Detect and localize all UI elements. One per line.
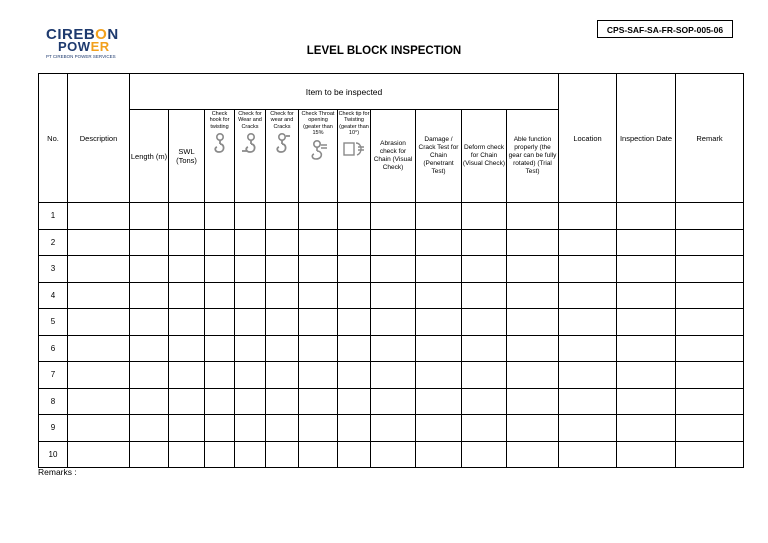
table-cell[interactable] — [68, 256, 130, 283]
table-cell[interactable] — [169, 441, 205, 468]
table-cell[interactable] — [462, 256, 507, 283]
header-length: Length (m) — [130, 110, 169, 203]
table-cell[interactable] — [507, 388, 559, 415]
table-cell[interactable] — [299, 256, 338, 283]
header-abrasion: Abrasion check for Chain (Visual Check) — [371, 110, 416, 203]
table-cell[interactable] — [617, 362, 676, 389]
table-cell[interactable] — [266, 229, 299, 256]
header-able-function: Able function properly (the gear can be fully rotated) (Trial Test) — [507, 110, 559, 203]
header-check-wear-cracks-2-label: Check for wear and Cracks — [270, 111, 294, 130]
table-cell[interactable] — [169, 282, 205, 309]
table-cell[interactable] — [205, 441, 235, 468]
table-cell[interactable] — [559, 282, 617, 309]
header-deform: Deform check for Chain (Visual Check) — [462, 110, 507, 203]
table-cell[interactable] — [68, 203, 130, 230]
table-cell[interactable] — [676, 282, 744, 309]
table-cell[interactable] — [559, 362, 617, 389]
table-cell[interactable] — [169, 415, 205, 442]
table-cell[interactable] — [299, 388, 338, 415]
table-cell[interactable] — [559, 415, 617, 442]
table-cell[interactable] — [371, 388, 416, 415]
table-cell[interactable] — [559, 203, 617, 230]
table-cell[interactable] — [68, 362, 130, 389]
header-check-wear-cracks-1 — [235, 110, 266, 203]
header-description: Description — [68, 74, 130, 203]
table-cell[interactable] — [169, 335, 205, 362]
table-cell[interactable] — [338, 335, 371, 362]
table-cell[interactable] — [559, 309, 617, 336]
table-cell[interactable] — [299, 335, 338, 362]
table-cell[interactable] — [462, 415, 507, 442]
table-cell[interactable] — [462, 309, 507, 336]
table-cell[interactable] — [169, 229, 205, 256]
table-cell[interactable] — [266, 441, 299, 468]
table-cell[interactable] — [462, 203, 507, 230]
table-row — [39, 309, 744, 336]
table-cell[interactable] — [130, 441, 169, 468]
table-cell[interactable] — [235, 415, 266, 442]
logo-wordmark-bottom: POWER — [58, 39, 110, 54]
header-location: Location — [559, 74, 617, 203]
hook-icon — [272, 132, 292, 154]
header-no: No. — [39, 74, 68, 203]
row-number: 10 — [39, 441, 68, 468]
table-cell[interactable] — [130, 415, 169, 442]
inspection-table — [38, 73, 744, 468]
table-cell[interactable] — [266, 415, 299, 442]
table-cell[interactable] — [205, 388, 235, 415]
row-number: 4 — [39, 282, 68, 309]
table-cell[interactable] — [617, 282, 676, 309]
table-cell[interactable] — [462, 441, 507, 468]
table-cell[interactable] — [507, 335, 559, 362]
table-cell[interactable] — [68, 441, 130, 468]
table-cell[interactable] — [371, 441, 416, 468]
table-cell[interactable] — [338, 256, 371, 283]
table-cell[interactable] — [235, 441, 266, 468]
table-cell[interactable] — [371, 415, 416, 442]
header-check-tip-label: Check tip for Twisting (geater than 10°) — [338, 111, 370, 137]
table-cell[interactable] — [416, 335, 462, 362]
table-cell[interactable] — [169, 256, 205, 283]
table-row — [39, 282, 744, 309]
table-cell[interactable] — [130, 335, 169, 362]
header-item-group: Item to be inspected — [130, 74, 559, 110]
table-cell[interactable] — [299, 362, 338, 389]
table-cell[interactable] — [68, 229, 130, 256]
logo-wordmark-top: CIREBON — [46, 26, 119, 43]
table-cell[interactable] — [235, 362, 266, 389]
table-cell[interactable] — [299, 282, 338, 309]
header-check-throat — [299, 110, 338, 203]
header-swl: SWL (Tons) — [169, 110, 205, 203]
table-row — [39, 415, 744, 442]
table-cell[interactable] — [371, 282, 416, 309]
table-cell[interactable] — [299, 415, 338, 442]
table-cell[interactable] — [169, 388, 205, 415]
table-cell[interactable] — [299, 229, 338, 256]
header-check-twisting — [205, 110, 235, 203]
table-cell[interactable] — [130, 203, 169, 230]
table-cell[interactable] — [68, 415, 130, 442]
table-cell[interactable] — [559, 229, 617, 256]
table-cell[interactable] — [235, 229, 266, 256]
table-cell[interactable] — [266, 309, 299, 336]
row-number: 7 — [39, 362, 68, 389]
table-cell[interactable] — [68, 388, 130, 415]
table-cell[interactable] — [235, 309, 266, 336]
table-cell[interactable] — [371, 229, 416, 256]
table-cell[interactable] — [338, 441, 371, 468]
table-cell[interactable] — [559, 256, 617, 283]
page-title: LEVEL BLOCK INSPECTION — [306, 45, 462, 57]
table-cell[interactable] — [205, 282, 235, 309]
table-cell[interactable] — [462, 229, 507, 256]
table-cell[interactable] — [676, 335, 744, 362]
table-cell[interactable] — [130, 256, 169, 283]
table-body — [39, 203, 744, 468]
row-number: 8 — [39, 388, 68, 415]
table-row — [39, 362, 744, 389]
table-cell[interactable] — [338, 203, 371, 230]
table-cell[interactable] — [416, 256, 462, 283]
table-row — [39, 335, 744, 362]
table-cell[interactable] — [169, 362, 205, 389]
table-cell[interactable] — [507, 229, 559, 256]
table-cell[interactable] — [205, 415, 235, 442]
table-cell[interactable] — [416, 282, 462, 309]
table-cell[interactable] — [130, 229, 169, 256]
table-cell[interactable] — [416, 388, 462, 415]
table-cell[interactable] — [235, 388, 266, 415]
table-cell[interactable] — [507, 256, 559, 283]
table-cell[interactable] — [617, 309, 676, 336]
table-cell[interactable] — [266, 203, 299, 230]
table-cell[interactable] — [676, 309, 744, 336]
table-row — [39, 256, 744, 283]
document-code: CPS-SAF-SA-FR-SOP-005-06 — [597, 20, 733, 38]
table-cell[interactable] — [130, 309, 169, 336]
table-cell[interactable] — [617, 203, 676, 230]
table-cell[interactable] — [462, 335, 507, 362]
table-cell[interactable] — [507, 309, 559, 336]
table-cell[interactable] — [676, 229, 744, 256]
table-cell[interactable] — [299, 203, 338, 230]
table-cell[interactable] — [299, 309, 338, 336]
table-cell[interactable] — [416, 229, 462, 256]
table-cell[interactable] — [68, 282, 130, 309]
table-cell[interactable] — [205, 309, 235, 336]
table-cell[interactable] — [299, 441, 338, 468]
table-cell[interactable] — [371, 256, 416, 283]
table-cell[interactable] — [371, 309, 416, 336]
table-cell[interactable] — [676, 256, 744, 283]
table-cell[interactable] — [130, 362, 169, 389]
table-cell[interactable] — [205, 256, 235, 283]
table-row — [39, 229, 744, 256]
hook-icon — [307, 139, 329, 161]
header-inspection-date: Inspection Date — [617, 74, 676, 203]
table-cell[interactable] — [416, 362, 462, 389]
table-cell[interactable] — [371, 203, 416, 230]
table-cell[interactable] — [235, 203, 266, 230]
hook-gauge-icon — [342, 139, 366, 159]
table-cell[interactable] — [416, 309, 462, 336]
table-cell[interactable] — [462, 362, 507, 389]
table-cell[interactable] — [130, 282, 169, 309]
table-cell[interactable] — [266, 362, 299, 389]
table-cell[interactable] — [130, 388, 169, 415]
table-cell[interactable] — [676, 388, 744, 415]
table-cell[interactable] — [617, 415, 676, 442]
row-number: 6 — [39, 335, 68, 362]
table-cell[interactable] — [617, 441, 676, 468]
table-row — [39, 203, 744, 230]
table-cell[interactable] — [266, 256, 299, 283]
table-row — [39, 388, 744, 415]
header-damage: Damage / Crack Test for Chain (Penetrant Test) — [416, 110, 462, 203]
table-cell[interactable] — [676, 441, 744, 468]
hook-icon — [240, 132, 260, 154]
table-cell[interactable] — [235, 335, 266, 362]
table-cell[interactable] — [559, 441, 617, 468]
table-cell[interactable] — [338, 309, 371, 336]
table-cell[interactable] — [617, 256, 676, 283]
header-check-twisting-label: Check hook for twisting — [209, 111, 230, 130]
table-cell[interactable] — [507, 203, 559, 230]
table-cell[interactable] — [266, 335, 299, 362]
table-cell[interactable] — [416, 441, 462, 468]
table-cell[interactable] — [676, 362, 744, 389]
remarks-label: Remarks : — [38, 467, 77, 477]
table-cell[interactable] — [169, 203, 205, 230]
table-cell[interactable] — [617, 229, 676, 256]
row-number: 1 — [39, 203, 68, 230]
table-cell[interactable] — [371, 335, 416, 362]
table-cell[interactable] — [235, 256, 266, 283]
table-cell[interactable] — [507, 441, 559, 468]
table-cell[interactable] — [68, 335, 130, 362]
row-number: 2 — [39, 229, 68, 256]
table-cell[interactable] — [371, 362, 416, 389]
row-number: 5 — [39, 309, 68, 336]
table-cell[interactable] — [338, 388, 371, 415]
table-cell[interactable] — [676, 415, 744, 442]
hook-icon — [210, 132, 230, 154]
table-cell[interactable] — [338, 415, 371, 442]
header-remark: Remark — [676, 74, 744, 203]
table-cell[interactable] — [235, 282, 266, 309]
table-cell[interactable] — [507, 362, 559, 389]
table-cell[interactable] — [169, 309, 205, 336]
header-check-throat-label: Check Throat opening (geater than 15% — [301, 111, 335, 137]
table-cell[interactable] — [676, 203, 744, 230]
header-check-wear-cracks-2 — [266, 110, 299, 203]
table-cell[interactable] — [68, 309, 130, 336]
table-cell[interactable] — [205, 362, 235, 389]
table-cell[interactable] — [462, 388, 507, 415]
table-cell[interactable] — [205, 335, 235, 362]
table-cell[interactable] — [559, 388, 617, 415]
logo-tagline: PT CIREBON POWER SERVICES — [46, 54, 116, 59]
header-check-wear-cracks-1-label: Check for Wear and Cracks — [238, 111, 262, 130]
table-cell[interactable] — [266, 388, 299, 415]
table-row — [39, 441, 744, 468]
table-cell[interactable] — [338, 229, 371, 256]
table-cell[interactable] — [507, 282, 559, 309]
row-number: 9 — [39, 415, 68, 442]
table-cell[interactable] — [559, 335, 617, 362]
table-cell[interactable] — [617, 388, 676, 415]
table-cell[interactable] — [507, 415, 559, 442]
table-cell[interactable] — [338, 282, 371, 309]
header-check-tip — [338, 110, 371, 203]
table-cell[interactable] — [462, 282, 507, 309]
table-cell[interactable] — [416, 415, 462, 442]
table-cell[interactable] — [617, 335, 676, 362]
table-cell[interactable] — [266, 282, 299, 309]
table-cell[interactable] — [205, 203, 235, 230]
table-cell[interactable] — [338, 362, 371, 389]
table-cell[interactable] — [416, 203, 462, 230]
table-cell[interactable] — [205, 229, 235, 256]
row-number: 3 — [39, 256, 68, 283]
